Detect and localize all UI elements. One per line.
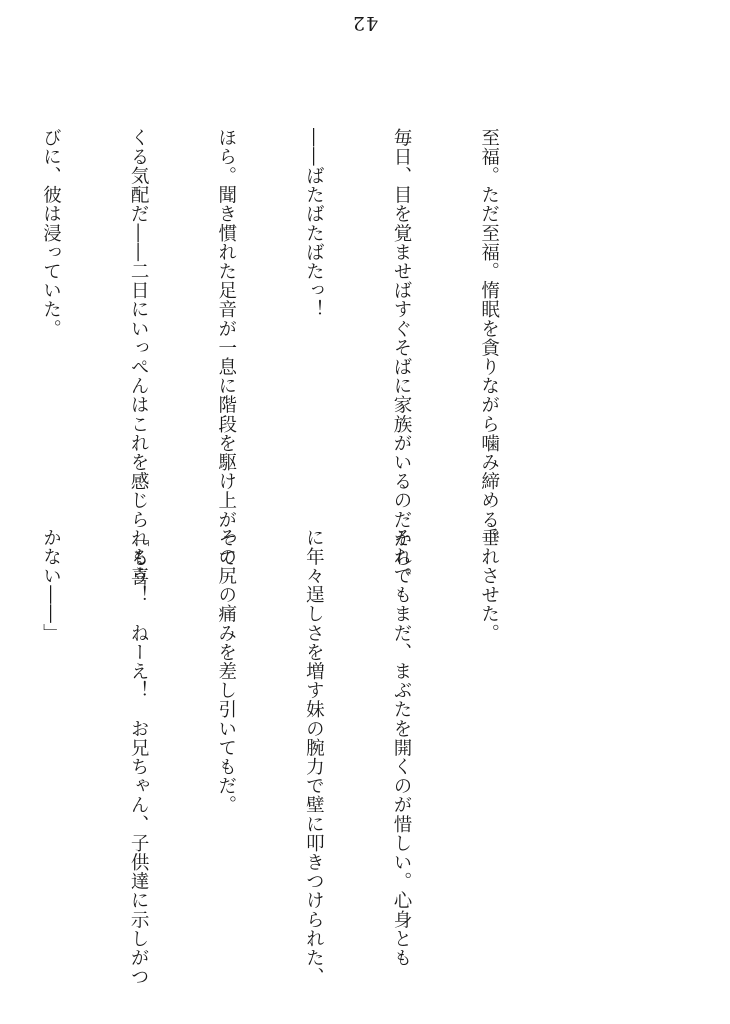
text-line: に年々逞しさを増す妹の腕力で壁に叩きつけられた、 (303, 528, 325, 987)
text-line: 「もう！ ねーえ！ お兄ちゃん、子供達に示しがつ (128, 528, 150, 987)
text-line: 垂れさせた。 (478, 528, 500, 643)
text-line: かない――」 (40, 528, 62, 643)
text-line: びに、彼は浸っていた。 (40, 128, 62, 339)
text-line: それでもまだ、まぶたを開くのが惜しい。心身とも (390, 528, 412, 968)
text-line: その尻の痛みを差し引いてもだ。 (215, 528, 237, 815)
text-line: ――ばたばたばたっ！ (303, 128, 325, 319)
text-line: くる気配だ――二日にいっぺんはこれを感じられる喜 (128, 128, 150, 587)
text-line: ほら。聞き慣れた足音が一息に階段を駆け上がって (215, 128, 237, 568)
page-number: 42 (351, 12, 379, 34)
lower-text-block (0, 528, 562, 987)
text-line: 毎日、目を覚ませばすぐそばに家族がいるのだから。 (390, 128, 412, 587)
text-line: 至福。ただ至福。惰眠を貪りながら噛み締める。 (478, 128, 500, 549)
